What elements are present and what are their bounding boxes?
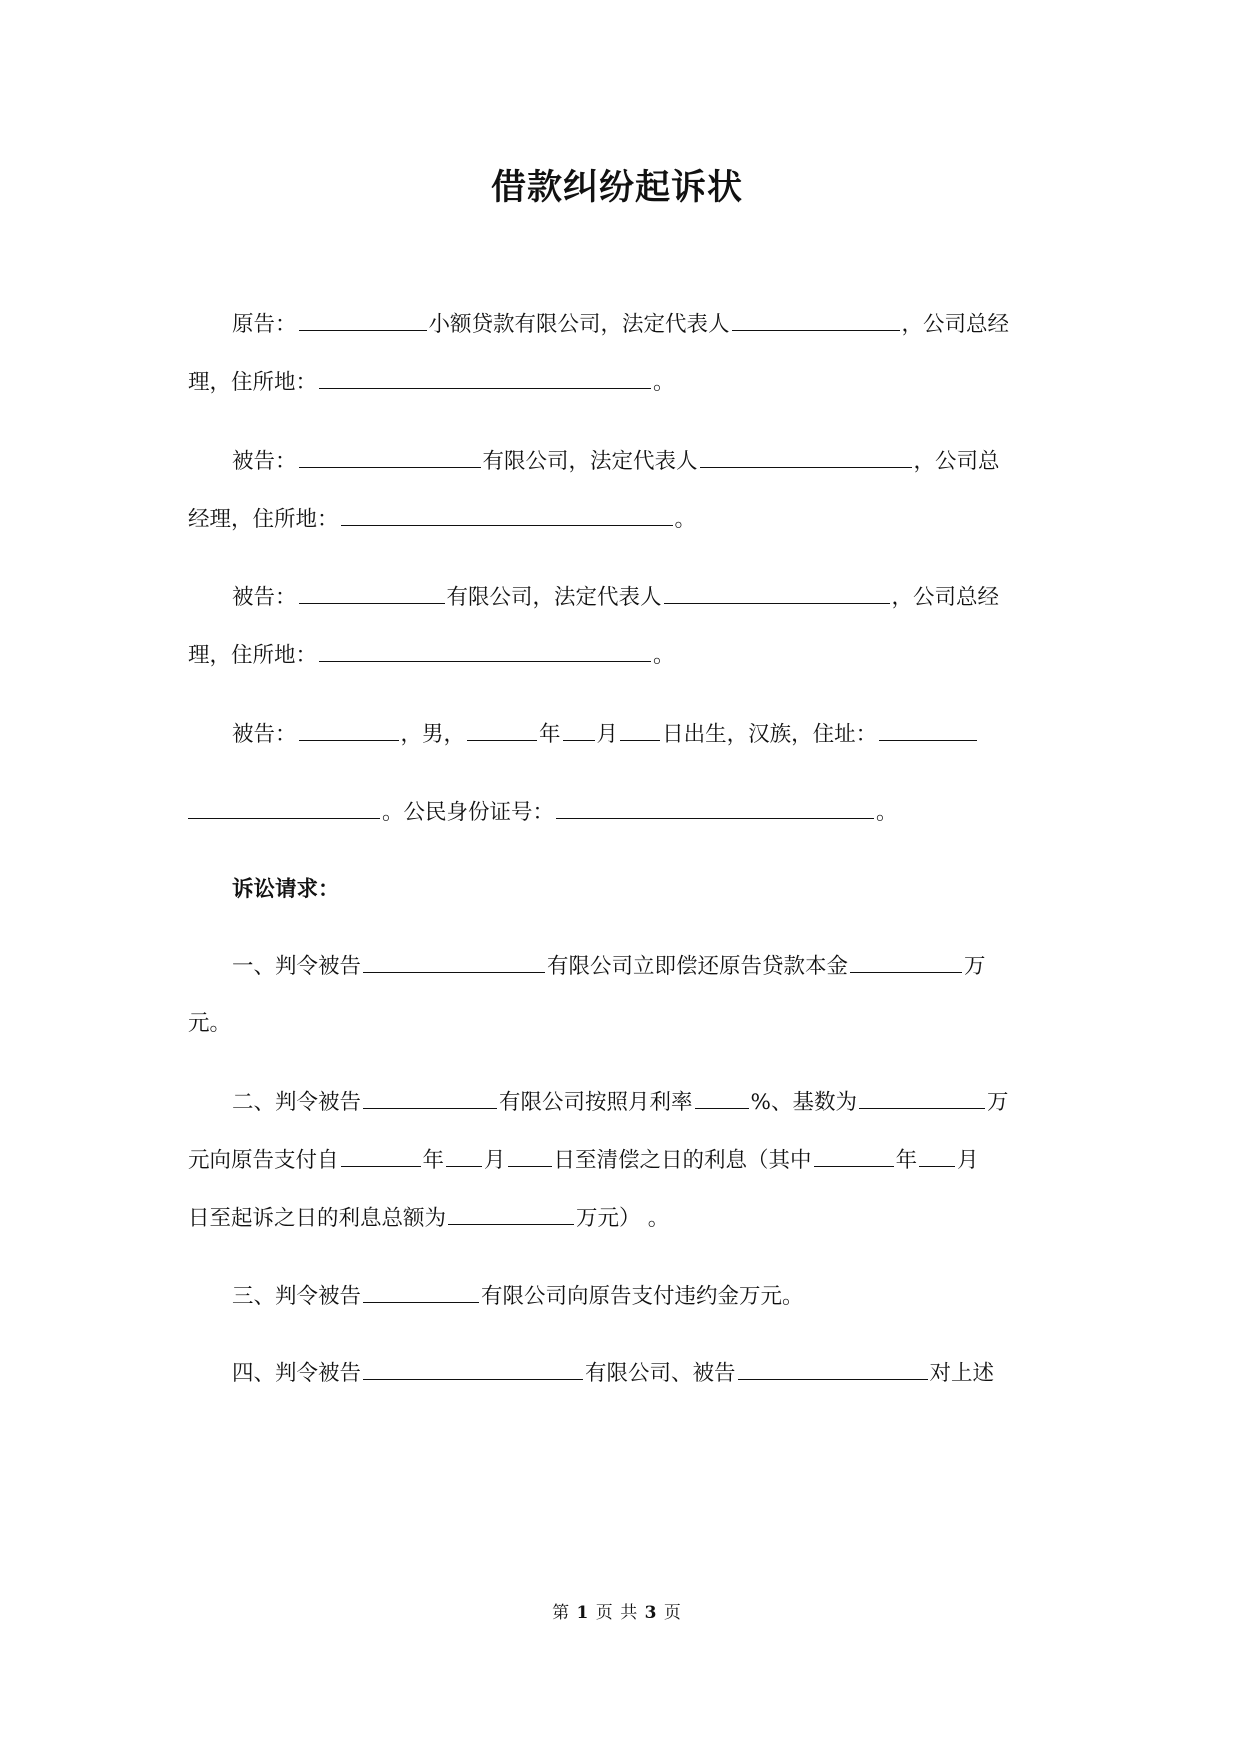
defendant2-line-2: [188, 639, 1058, 671]
plaintiff-rep-blank: [732, 308, 900, 331]
defendant2-end: 。: [653, 643, 675, 668]
defendant3-birth-text: 日出生，汉族，住址：: [662, 722, 878, 747]
claim1-line-1: [188, 950, 1102, 982]
footer-current-page: 1: [576, 1603, 590, 1623]
defendant1-company-suffix: 有限公司，法定代表人: [482, 449, 698, 474]
claim1-prefix: 一、判令被告: [232, 954, 362, 979]
defendant2-line-1: [188, 581, 1102, 613]
defendant3-gender: ，男，: [400, 722, 466, 747]
defendant3-line-1: [188, 718, 1102, 750]
claim2-month2-blank: [919, 1144, 955, 1167]
plaintiff-line-2: [188, 366, 1058, 398]
defendant1-role-tail: ，公司总: [913, 449, 1000, 474]
footer-page-word: 第: [552, 1603, 571, 1623]
claim2-line-3: [188, 1202, 1058, 1234]
defendant1-end: 。: [674, 507, 697, 532]
claim4-middle: 有限公司、被告: [585, 1361, 736, 1386]
defendant3-end: 。: [876, 800, 898, 825]
claim1-line-2: 元。: [188, 1011, 232, 1036]
claim4-tail: 对上述: [929, 1361, 995, 1386]
defendant2-company-suffix: 有限公司，法定代表人: [446, 585, 662, 610]
plaintiff-address-blank: [319, 366, 651, 389]
defendant2-role-tail: ，公司总经: [891, 585, 1000, 610]
defendant3-id-label: 。公民身份证号：: [382, 800, 555, 825]
plaintiff-label: 原告：: [232, 312, 297, 337]
claim2-year-blank: [341, 1144, 421, 1167]
footer-page-unit: 页: [595, 1603, 614, 1623]
claim2-month: 月: [484, 1148, 506, 1173]
plaintiff-company-blank: [299, 308, 427, 331]
claim2-month-blank: [446, 1144, 482, 1167]
plaintiff-address-label: 理，住所地：: [188, 370, 318, 395]
plaintiff-role-tail: ，公司总经: [901, 312, 1010, 337]
defendant2-address-blank: [319, 639, 651, 662]
defendant3-day-blank: [620, 718, 660, 741]
claim3-line-1: [188, 1280, 1102, 1312]
claim4-line-1: [188, 1357, 1102, 1389]
claim2-day-text: 日至清偿之日的利息（其中: [553, 1148, 812, 1173]
defendant3-label: 被告：: [232, 722, 297, 747]
claim2-year2-blank: [814, 1144, 894, 1167]
claim2-line-1: [188, 1086, 1102, 1118]
footer-total-word: 共: [620, 1603, 639, 1623]
defendant1-line-1: [188, 445, 1102, 477]
claim2-company-blank: [363, 1086, 497, 1109]
page-footer: [0, 1598, 1234, 1623]
defendant3-address-cont-blank: [188, 796, 380, 819]
plaintiff-line-1: [188, 308, 1102, 340]
defendant3-month-blank: [563, 718, 595, 741]
claim2-line3-tail: 万元）: [576, 1206, 630, 1231]
claim3-text: 有限公司向原告支付违约金万元。: [481, 1284, 804, 1309]
claim2-middle: 有限公司按照月利率: [499, 1090, 693, 1115]
claim1-amount-blank: [850, 950, 962, 973]
claim4-company-blank: [363, 1357, 583, 1380]
claim2-unit: 万: [986, 1090, 1009, 1115]
claim2-line3-prefix: 日至起诉之日的利息总额为: [188, 1206, 447, 1231]
footer-total-pages: 3: [644, 1603, 658, 1623]
claim3-prefix: 三、判令被告: [232, 1284, 362, 1309]
plaintiff-company-suffix: 小额贷款有限公司，法定代表人: [428, 312, 730, 337]
defendant1-line-2: [188, 503, 1058, 535]
claim2-line-2: [188, 1144, 1058, 1176]
defendant1-company-blank: [299, 445, 481, 468]
defendant2-label: 被告：: [232, 585, 297, 610]
claim2-year: 年: [422, 1148, 445, 1173]
footer-page-unit-2: 页: [663, 1603, 682, 1623]
defendant3-name-blank: [299, 718, 399, 741]
defendant3-year-blank: [467, 718, 537, 741]
plaintiff-end: 。: [653, 370, 675, 395]
defendant3-address-blank: [879, 718, 977, 741]
claim1-company-blank: [363, 950, 545, 973]
defendant1-address-blank: [341, 503, 673, 526]
claim2-line2-prefix: 元向原告支付自: [188, 1148, 339, 1173]
claim3-company-blank: [363, 1280, 479, 1303]
defendant2-rep-blank: [664, 581, 890, 604]
claim4-prefix: 四、判令被告: [232, 1361, 362, 1386]
claim2-percent: %、基数为: [750, 1090, 857, 1115]
claim1-unit: 万: [964, 954, 986, 979]
claim2-prefix: 二、判令被告: [232, 1090, 362, 1115]
claim2-line3-end: 。: [647, 1206, 670, 1231]
claim1-middle: 有限公司立即偿还原告贷款本金: [547, 954, 849, 979]
claim2-month2: 月: [957, 1148, 979, 1173]
claim2-total-blank: [448, 1202, 574, 1225]
claim2-day-blank: [508, 1144, 552, 1167]
defendant1-address-label: 经理，住所地：: [188, 507, 339, 532]
defendant3-month: 月: [596, 722, 619, 747]
defendant2-address-label: 理，住所地：: [188, 643, 318, 668]
defendant2-company-blank: [299, 581, 445, 604]
claim2-rate-blank: [695, 1086, 749, 1109]
defendant3-id-blank: [556, 796, 874, 819]
defendant1-label: 被告：: [232, 449, 297, 474]
claim4-defendant-blank: [738, 1357, 928, 1380]
defendant3-line-2: [188, 796, 1058, 828]
claims-heading: 诉讼请求：: [232, 877, 340, 902]
claim2-base-blank: [859, 1086, 985, 1109]
defendant3-year: 年: [539, 722, 561, 747]
document-title: 借款纠纷起诉状: [490, 167, 743, 208]
defendant1-rep-blank: [700, 445, 912, 468]
claim2-year2: 年: [895, 1148, 918, 1173]
